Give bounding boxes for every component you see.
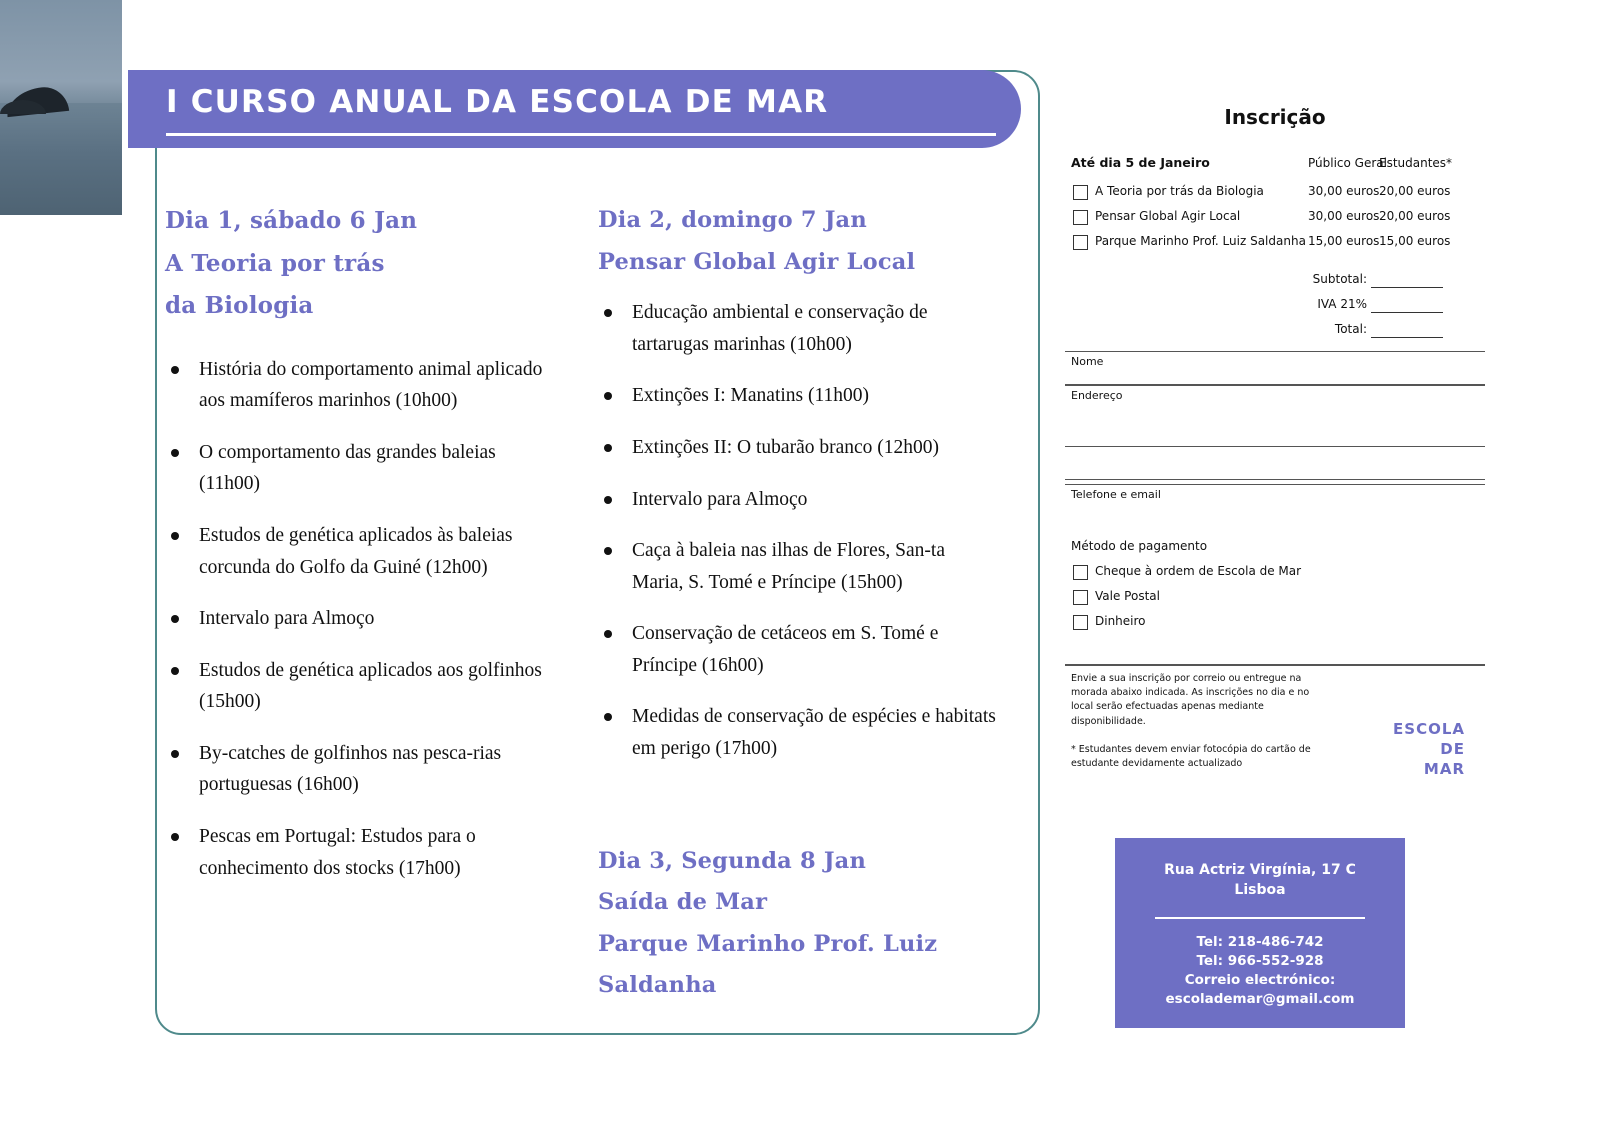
brand-line-1: ESCOLA <box>1393 719 1465 738</box>
price-student: 15,00 euros <box>1379 234 1451 248</box>
address-line-3[interactable] <box>1065 479 1485 480</box>
list-item: Caça à baleia nas ilhas de Flores, San-ta Maria, S. Tomé e Príncipe (15h00) <box>598 535 998 598</box>
subtotal-label: Subtotal: <box>1312 272 1367 286</box>
list-item: Medidas de conservação de espécies e habitats em perigo (17h00) <box>598 701 998 764</box>
price-table-header <box>1065 155 1485 175</box>
checkbox-course-1[interactable] <box>1073 185 1088 200</box>
iva-input-line[interactable] <box>1371 312 1443 313</box>
day1-heading-line2: A Teoria por trás <box>165 249 385 277</box>
form-title: Inscrição <box>1224 105 1326 129</box>
checkbox-dinheiro[interactable] <box>1073 615 1088 630</box>
contact-phone-1: Tel: 218-486-742 <box>1196 933 1324 950</box>
total-label: Total: <box>1334 322 1367 336</box>
address-field-label: Endereço <box>1071 388 1123 402</box>
total-row-total <box>1065 322 1485 347</box>
day1-heading-line1: Dia 1, sábado 6 Jan <box>165 207 418 234</box>
list-item: Estudos de genética aplicados às baleias corcunda do Golfo da Guiné (12h00) <box>165 520 560 583</box>
price-public: 30,00 euros <box>1308 184 1380 198</box>
contact-address <box>1115 860 1405 901</box>
list-item: Educação ambiental e conservação de tartarugas marinhas (10h00) <box>598 297 998 360</box>
notes-divider <box>1065 664 1485 665</box>
day3-heading-line4: Saldanha <box>598 972 717 999</box>
student-note: * Estudantes devem enviar fotocópia do cartão de estudante devidamente actualizado <box>1071 743 1311 770</box>
contact-phone-2: Tel: 966-552-928 <box>1196 952 1324 969</box>
total-row-subtotal <box>1065 272 1485 297</box>
deadline-label: Até dia 5 de Janeiro <box>1071 155 1210 170</box>
day2-session-list <box>598 297 998 764</box>
totals-block <box>1065 272 1485 347</box>
payment-option-vale-postal[interactable] <box>1065 588 1485 613</box>
title-underline <box>166 133 996 136</box>
checkbox-course-2[interactable] <box>1073 210 1088 225</box>
price-row[interactable] <box>1065 233 1485 258</box>
registration-form <box>1065 105 1485 779</box>
address-line-2[interactable] <box>1065 446 1485 447</box>
name-field-label: Nome <box>1071 355 1104 369</box>
total-input-line[interactable] <box>1371 337 1443 338</box>
price-student: 20,00 euros <box>1379 209 1451 223</box>
payment-option-label: Dinheiro <box>1095 614 1146 629</box>
phone-email-field[interactable] <box>1065 484 1485 513</box>
iva-label: IVA 21% <box>1317 297 1367 311</box>
contact-details <box>1115 933 1405 1010</box>
list-item: O comportamento das grandes baleias (11h00) <box>165 437 560 500</box>
brand-line-3: MAR <box>1423 760 1465 779</box>
price-row-label: A Teoria por trás da Biologia <box>1095 184 1264 198</box>
list-item: Estudos de genética aplicados aos golfinhos (15h00) <box>165 655 560 718</box>
list-item: Extinções I: Manatins (11h00) <box>598 380 998 412</box>
list-item: By-catches de golfinhos nas pesca-rias portuguesas (16h00) <box>165 738 560 801</box>
day2-heading-line2: Pensar Global Agir Local <box>598 248 916 275</box>
day1-column <box>165 200 560 904</box>
contact-email-label: Correio electrónico: <box>1184 971 1336 988</box>
subtotal-input-line[interactable] <box>1371 287 1443 288</box>
phone-email-field-label: Telefone e email <box>1071 488 1161 502</box>
column-public-label: Público Geral <box>1308 156 1387 170</box>
list-item: Extinções II: O tubarão branco (12h00) <box>598 432 998 464</box>
day1-heading-line3: da Biologia <box>165 292 314 320</box>
price-public: 30,00 euros <box>1308 209 1380 223</box>
submission-note: Envie a sua inscrição por correio ou entregue na morada abaixo indicada. As inscrições no dia e no local serão efectuadas apenas mediante disponibilidade. <box>1071 672 1310 727</box>
total-row-iva <box>1065 297 1485 322</box>
course-title-bar <box>128 70 1021 148</box>
list-item: Intervalo para Almoço <box>598 484 998 516</box>
contact-block <box>1115 838 1405 1028</box>
day2-heading-line1: Dia 2, domingo 7 Jan <box>598 207 867 233</box>
contact-email[interactable]: escolademar@gmail.com <box>1165 991 1355 1008</box>
column-spacer <box>598 785 998 841</box>
list-item: História do comportamento animal aplicado aos mamíferos marinhos (10h00) <box>165 354 560 417</box>
day1-heading <box>165 200 560 328</box>
price-public: 15,00 euros <box>1308 234 1380 248</box>
day2-heading <box>598 200 998 283</box>
escola-de-mar-logo <box>1393 719 1465 780</box>
brand-line-2: DE <box>1440 739 1465 758</box>
list-item: Conservação de cetáceos em S. Tomé e Príncipe (16h00) <box>598 618 998 681</box>
payment-option-label: Cheque à ordem de Escola de Mar <box>1095 564 1302 579</box>
address-city: Lisboa <box>1234 882 1286 899</box>
payment-option-dinheiro[interactable] <box>1065 613 1485 638</box>
price-row[interactable] <box>1065 208 1485 233</box>
payment-option-cheque[interactable] <box>1065 563 1485 588</box>
column-students-label: Estudantes* <box>1379 156 1453 170</box>
day2-day3-column <box>598 200 998 1007</box>
price-student: 20,00 euros <box>1379 184 1451 198</box>
whale-photo <box>0 0 122 215</box>
day3-heading-line1: Dia 3, Segunda 8 Jan <box>598 847 867 874</box>
price-row[interactable] <box>1065 183 1485 208</box>
checkbox-cheque[interactable] <box>1073 565 1088 580</box>
checkbox-vale-postal[interactable] <box>1073 590 1088 605</box>
price-row-label: Parque Marinho Prof. Luiz Saldanha <box>1095 234 1306 248</box>
page-title: I CURSO ANUAL DA ESCOLA DE MAR <box>166 84 829 120</box>
payment-option-label: Vale Postal <box>1095 589 1160 604</box>
list-item: Pescas em Portugal: Estudos para o conhecimento dos stocks (17h00) <box>165 821 560 884</box>
day3-heading-line3: Parque Marinho Prof. Luiz <box>598 930 938 957</box>
day3-heading-line2: Saída de Mar <box>598 889 768 916</box>
address-line-1: Rua Actriz Virgínia, 17 C <box>1164 862 1356 878</box>
day3-heading <box>598 841 998 1008</box>
day1-session-list <box>165 354 560 885</box>
price-row-label: Pensar Global Agir Local <box>1095 209 1241 223</box>
checkbox-course-3[interactable] <box>1073 235 1088 250</box>
name-field[interactable] <box>1065 351 1485 380</box>
list-item: Intervalo para Almoço <box>165 603 560 635</box>
sea-background <box>0 103 122 215</box>
address-field[interactable] <box>1065 384 1485 413</box>
contact-divider <box>1155 917 1365 919</box>
payment-method-title: Método de pagamento <box>1071 539 1208 554</box>
